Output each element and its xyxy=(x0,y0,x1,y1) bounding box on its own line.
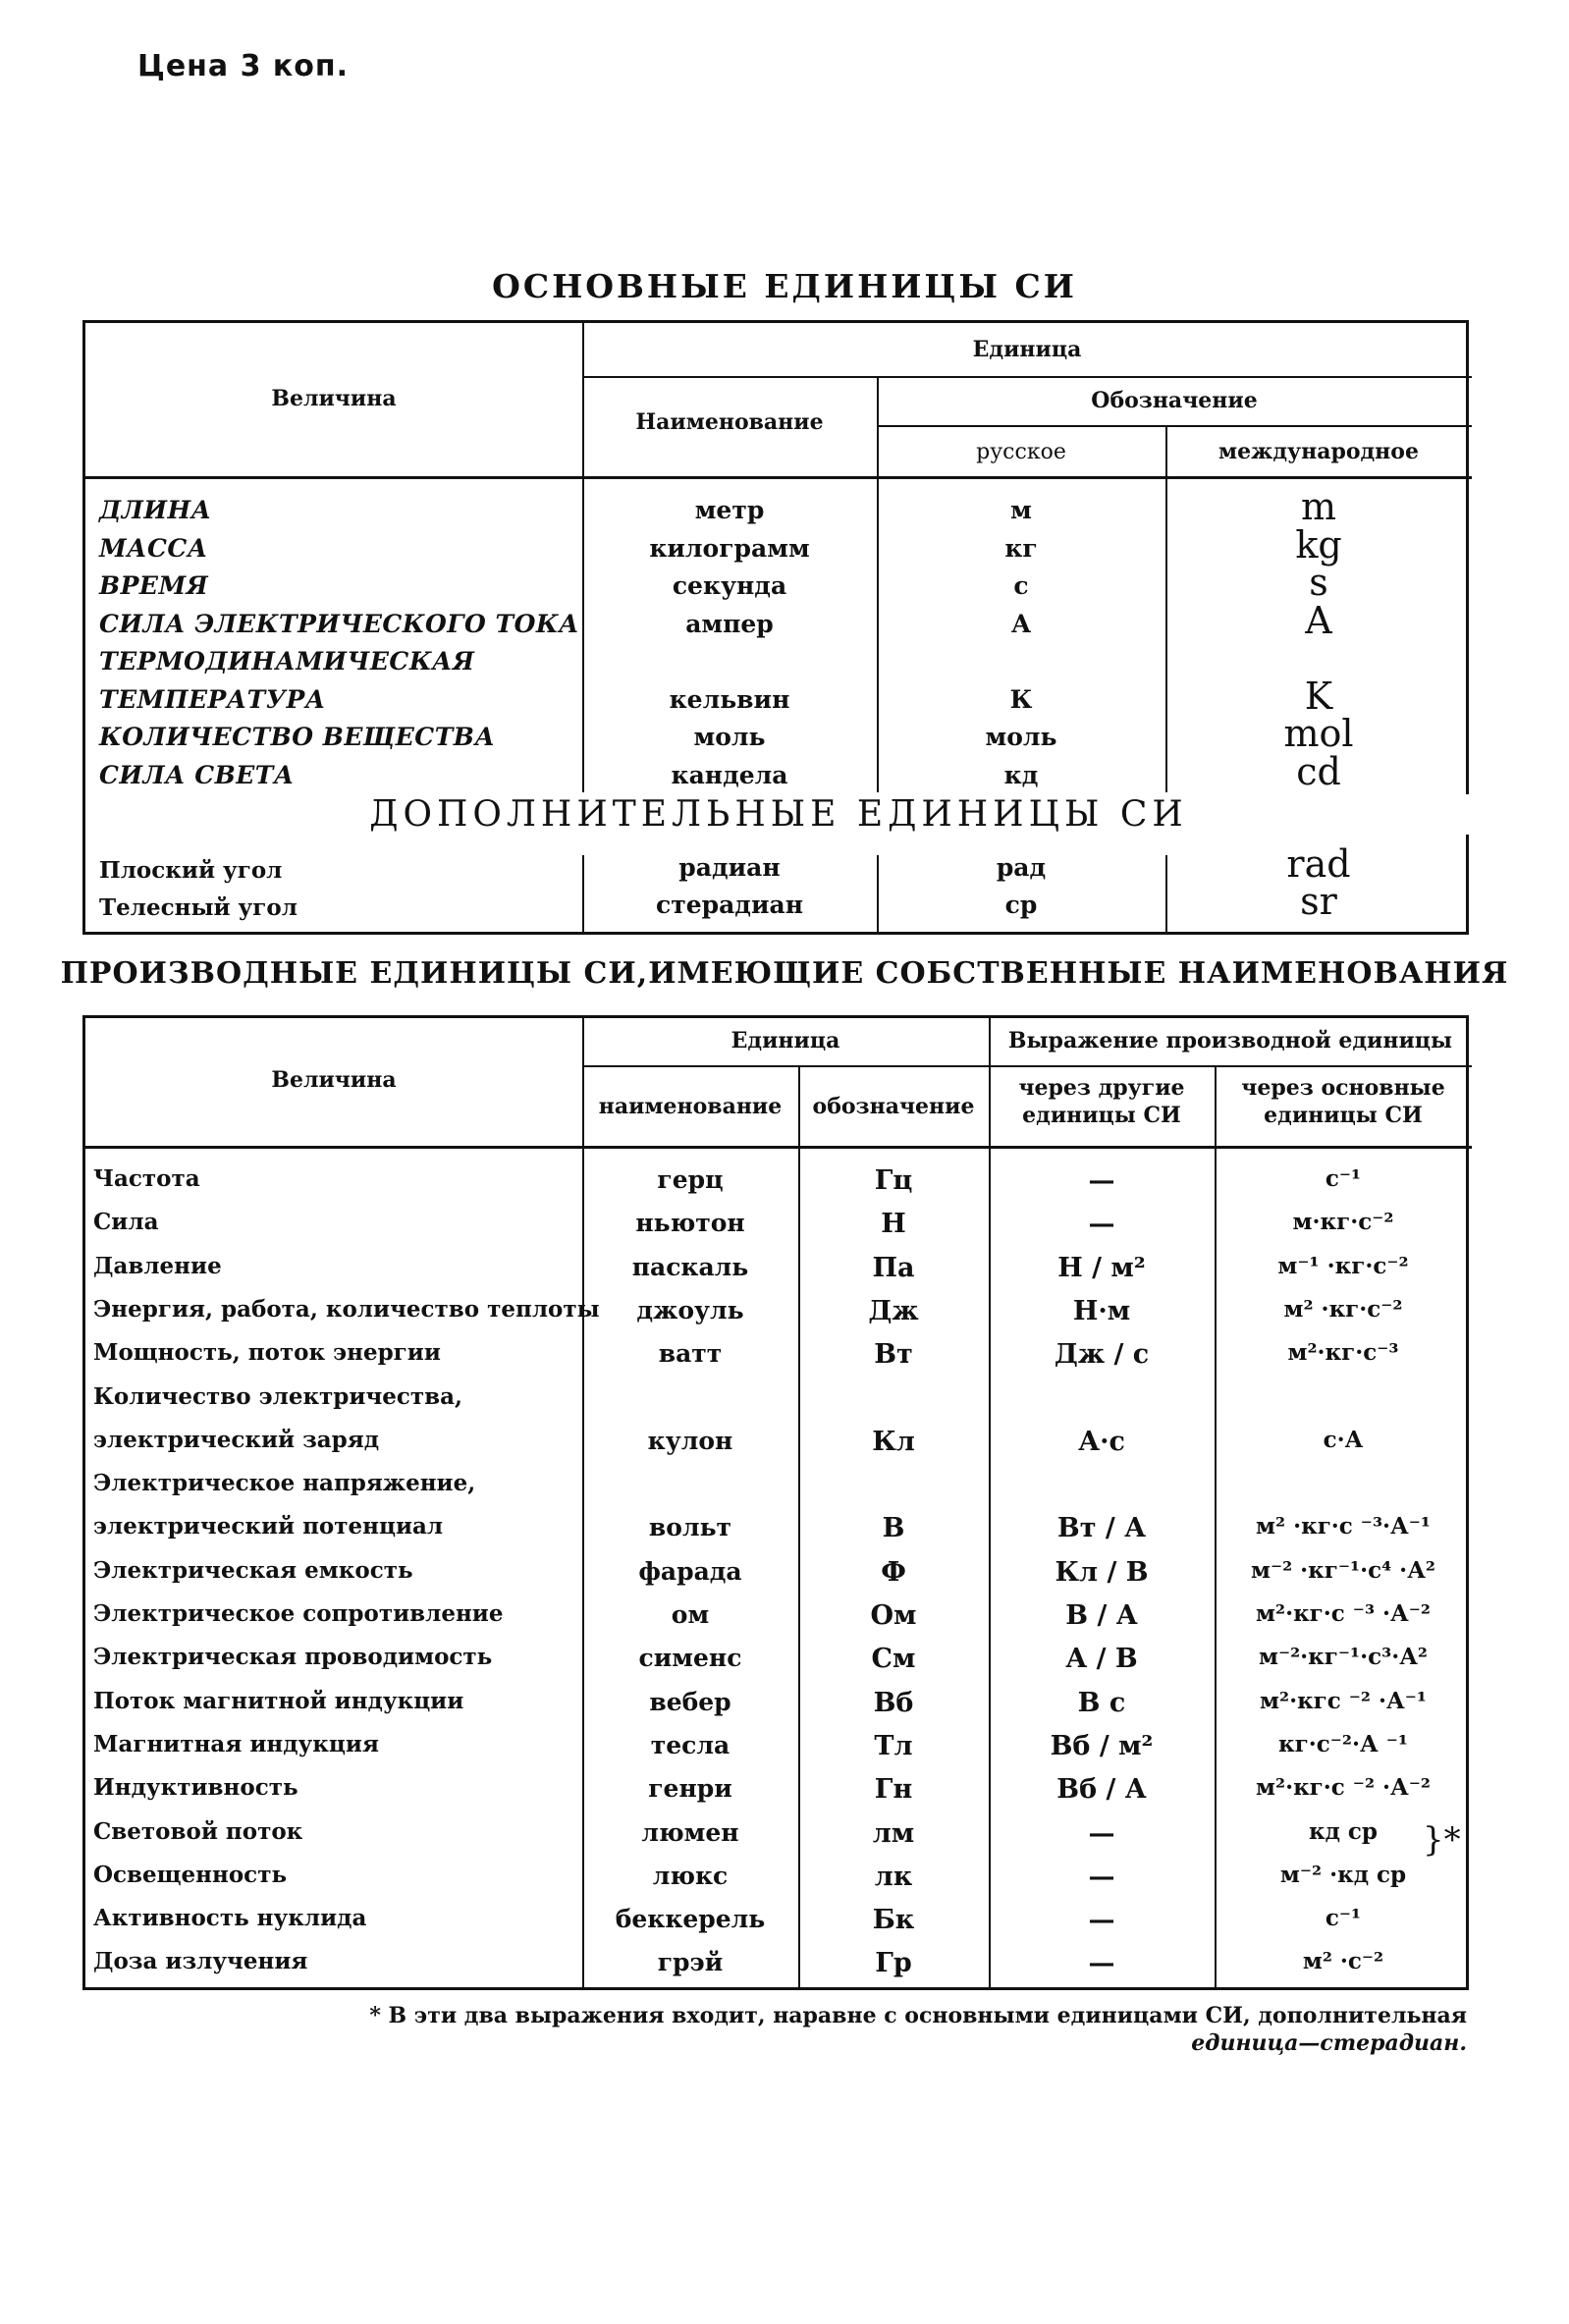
footnote-line-1: * В эти два выражения входит, наравне с основными единицами СИ, дополнительная xyxy=(369,2003,1467,2028)
row-unit-name: кандела xyxy=(671,760,788,789)
row-via-base: м⁻¹ ·кг·с⁻² xyxy=(1277,1252,1409,1279)
row-symbol: В xyxy=(882,1513,905,1544)
row-quantity: Телесный угол xyxy=(99,894,298,921)
header-symbol: обозначение xyxy=(812,1094,975,1119)
row-via-base: м² ·кг·с⁻² xyxy=(1283,1295,1403,1323)
row-symbol: Гц xyxy=(874,1165,913,1196)
row-via-other: Вб / м² xyxy=(1050,1730,1154,1761)
row-unit-name: килограмм xyxy=(649,533,810,563)
row-unit-name: грэй xyxy=(657,1948,724,1977)
row-quantity: электрический заряд xyxy=(93,1426,380,1453)
row-via-other: — xyxy=(1088,1209,1115,1240)
row-quantity: Электрическая емкость xyxy=(93,1556,413,1584)
row-via-base: с⁻¹ xyxy=(1325,1165,1362,1192)
derived-units-table xyxy=(82,1015,1469,1990)
row-unit-name: люкс xyxy=(652,1861,729,1890)
row-via-other: — xyxy=(1088,1817,1115,1849)
row-quantity: Активность нуклида xyxy=(93,1905,367,1932)
row-via-base: м²·кг·с ⁻² ·А⁻² xyxy=(1256,1774,1431,1802)
header-quantity: Величина xyxy=(271,1067,397,1093)
row-unit-name: стерадиан xyxy=(656,891,803,919)
footnote-line-2: единица—стерадиан. xyxy=(1191,2030,1467,2056)
header-via-other xyxy=(989,1075,1215,1129)
row-unit-name: метр xyxy=(694,496,765,524)
row-unit-name: ом xyxy=(671,1600,710,1629)
row-symbol-ru: ср xyxy=(1004,891,1038,919)
row-unit-name: моль xyxy=(693,723,766,751)
row-symbol-ru: с xyxy=(1013,571,1029,600)
row-via-other: Н / м² xyxy=(1057,1252,1146,1283)
row-symbol: лм xyxy=(872,1817,915,1849)
row-quantity: Освещенность xyxy=(93,1861,288,1888)
row-unit-name: сименс xyxy=(638,1644,742,1673)
row-via-base: кд ср xyxy=(1308,1817,1379,1845)
row-via-base: м·кг·с⁻² xyxy=(1292,1209,1394,1236)
row-quantity: Электрическое сопротивление xyxy=(93,1600,504,1627)
row-via-other: Кл / В xyxy=(1055,1556,1149,1588)
row-symbol: Дж xyxy=(868,1295,919,1326)
header-symbol: Обозначение xyxy=(1091,388,1258,413)
row-quantity: Магнитная индукция xyxy=(93,1730,379,1757)
row-quantity: Давление xyxy=(93,1252,222,1279)
row-unit-name: паскаль xyxy=(631,1252,749,1281)
row-unit-name: беккерель xyxy=(615,1905,766,1934)
row-via-other: Дж / с xyxy=(1054,1339,1150,1371)
header-quantity: Величина xyxy=(271,386,397,411)
row-symbol-int: mol xyxy=(1283,712,1354,755)
row-symbol: Па xyxy=(872,1252,915,1283)
row-symbol-int: A xyxy=(1305,598,1332,642)
row-quantity: ВРЕМЯ xyxy=(99,571,209,600)
row-unit-name: вебер xyxy=(649,1687,731,1716)
header-unit: Единица xyxy=(730,1028,840,1054)
row-via-other: — xyxy=(1088,1948,1115,1979)
row-via-other: В с xyxy=(1077,1687,1126,1718)
row-via-other: Вт / А xyxy=(1056,1513,1147,1544)
row-symbol-int: sr xyxy=(1300,880,1337,923)
row-unit-name: вольт xyxy=(648,1513,732,1542)
header-via-other-line2: единицы СИ xyxy=(1022,1102,1181,1128)
row-via-base: кг·с⁻²·А ⁻¹ xyxy=(1278,1730,1408,1757)
row-quantity: Индуктивность xyxy=(93,1774,298,1802)
row-via-base: м² ·кг·с ⁻³·А⁻¹ xyxy=(1256,1513,1431,1540)
row-symbol: лк xyxy=(874,1861,913,1892)
row-symbol-int: kg xyxy=(1295,522,1342,567)
row-symbol: Гн xyxy=(874,1774,913,1806)
row-unit-name: кулон xyxy=(647,1426,733,1455)
row-symbol-int: K xyxy=(1304,674,1333,718)
row-quantity: Сила xyxy=(93,1209,159,1236)
row-via-other: А / В xyxy=(1065,1644,1138,1675)
row-quantity: Плоский угол xyxy=(99,857,283,884)
row-symbol-int: m xyxy=(1300,485,1337,528)
row-quantity: электрический потенциал xyxy=(93,1513,444,1540)
row-unit-name: кельвин xyxy=(669,684,790,714)
supplementary-units-title: ДОПОЛНИТЕЛЬНЫЕ ЕДИНИЦЫ СИ xyxy=(85,794,1472,835)
row-symbol-ru: моль xyxy=(985,723,1057,751)
row-symbol-int: s xyxy=(1309,561,1328,604)
row-via-other: Н·м xyxy=(1072,1295,1131,1326)
header-rule xyxy=(582,1065,1472,1067)
row-symbol-ru: м xyxy=(1010,496,1032,524)
row-quantity: Мощность, поток энергии xyxy=(93,1339,441,1367)
base-units-title: ОСНОВНЫЕ ЕДИНИЦЫ СИ xyxy=(492,267,1077,305)
row-quantity: ТЕРМОДИНАМИЧЕСКАЯ xyxy=(99,647,475,676)
row-via-other: Вб / А xyxy=(1056,1774,1147,1806)
header-rule xyxy=(85,1146,1472,1149)
row-symbol: Н xyxy=(881,1209,906,1240)
header-international: международное xyxy=(1218,439,1419,464)
brace-mark: }* xyxy=(1423,1820,1461,1860)
row-symbol-ru: К xyxy=(1009,684,1033,714)
row-quantity: Количество электричества, xyxy=(93,1382,463,1410)
row-symbol-ru: кг xyxy=(1004,533,1038,563)
row-unit-name: ампер xyxy=(685,609,774,638)
row-quantity: СИЛА ЭЛЕКТРИЧЕСКОГО ТОКА xyxy=(99,609,580,638)
row-quantity: Доза излучения xyxy=(93,1948,308,1975)
header-russian: русское xyxy=(976,440,1066,464)
price-label: Цена 3 коп. xyxy=(137,49,350,83)
row-unit-name: джоуль xyxy=(636,1295,744,1324)
base-units-table xyxy=(82,320,1469,935)
row-via-other: А·с xyxy=(1078,1426,1125,1457)
row-via-base: с·А xyxy=(1323,1426,1364,1453)
row-via-other: — xyxy=(1088,1905,1115,1936)
row-via-base: м²·кг·с ⁻³ ·А⁻² xyxy=(1256,1600,1431,1627)
row-quantity: МАССА xyxy=(99,533,208,563)
header-via-base-line2: единицы СИ xyxy=(1264,1102,1423,1128)
row-symbol: Вт xyxy=(874,1339,913,1371)
row-via-other: — xyxy=(1088,1165,1115,1196)
row-via-base: м² ·с⁻² xyxy=(1302,1948,1384,1975)
row-quantity: Световой поток xyxy=(93,1817,303,1845)
header-via-base xyxy=(1215,1075,1472,1129)
row-via-base: м⁻² ·кг⁻¹·с⁴ ·А² xyxy=(1250,1556,1436,1584)
header-unit: Единица xyxy=(972,337,1082,362)
row-quantity: КОЛИЧЕСТВО ВЕЩЕСТВА xyxy=(99,723,496,751)
header-name: наименование xyxy=(598,1094,783,1119)
header-via-other-line1: через другие xyxy=(1018,1075,1185,1101)
row-unit-name: ньютон xyxy=(635,1209,745,1238)
row-symbol: Бк xyxy=(872,1905,915,1936)
row-symbol-ru: кд xyxy=(1003,760,1039,789)
row-unit-name: радиан xyxy=(678,853,781,882)
row-via-other: В / А xyxy=(1065,1600,1138,1631)
row-via-base: с⁻¹ xyxy=(1325,1905,1362,1932)
row-unit-name: люмен xyxy=(641,1817,739,1847)
header-rule xyxy=(85,476,1472,479)
row-unit-name: секунда xyxy=(672,571,787,600)
row-symbol: См xyxy=(871,1644,916,1675)
row-quantity: ДЛИНА xyxy=(99,496,212,524)
row-via-base: м⁻² ·кд ср xyxy=(1279,1861,1407,1888)
row-via-other: — xyxy=(1088,1861,1115,1892)
row-via-base: м²·кгс ⁻² ·А⁻¹ xyxy=(1260,1687,1427,1714)
header-rule xyxy=(582,376,1472,378)
row-symbol-int: rad xyxy=(1286,842,1351,886)
row-symbol: Вб xyxy=(873,1687,914,1718)
row-quantity: Энергия, работа, количество теплоты xyxy=(93,1295,600,1323)
row-symbol: Ф xyxy=(881,1556,906,1588)
row-quantity: СИЛА СВЕТА xyxy=(99,760,295,789)
row-unit-name: генри xyxy=(648,1774,732,1804)
row-symbol: Ом xyxy=(870,1600,917,1631)
row-unit-name: тесла xyxy=(650,1730,730,1759)
row-unit-name: фарада xyxy=(638,1556,742,1586)
row-quantity: Электрическое напряжение, xyxy=(93,1470,476,1497)
row-symbol: Гр xyxy=(875,1948,912,1979)
row-unit-name: герц xyxy=(657,1165,724,1194)
header-name: Наименование xyxy=(635,409,824,435)
row-via-base: м²·кг·с⁻³ xyxy=(1287,1339,1399,1367)
row-symbol-ru: А xyxy=(1010,609,1032,638)
row-unit-name: ватт xyxy=(658,1339,723,1369)
row-quantity: Частота xyxy=(93,1165,200,1192)
row-via-base: м⁻²·кг⁻¹·с³·А² xyxy=(1258,1644,1429,1671)
header-rule xyxy=(877,425,1472,427)
header-via-base-line1: через основные xyxy=(1241,1075,1445,1101)
row-quantity: Поток магнитной индукции xyxy=(93,1687,464,1714)
row-symbol-ru: рад xyxy=(996,853,1047,882)
row-symbol: Кл xyxy=(872,1426,915,1457)
row-symbol-int: cd xyxy=(1296,749,1341,793)
row-quantity: Электрическая проводимость xyxy=(93,1644,493,1671)
header-expression: Выражение производной единицы xyxy=(1007,1028,1453,1054)
derived-units-title: ПРОИЗВОДНЫЕ ЕДИНИЦЫ СИ,ИМЕЮЩИЕ СОБСТВЕННЫЕ НАИМЕНОВАНИЯ xyxy=(60,956,1509,991)
col-divider xyxy=(582,1018,584,1990)
row-symbol: Тл xyxy=(874,1730,913,1761)
row-quantity: ТЕМПЕРАТУРА xyxy=(99,684,326,714)
